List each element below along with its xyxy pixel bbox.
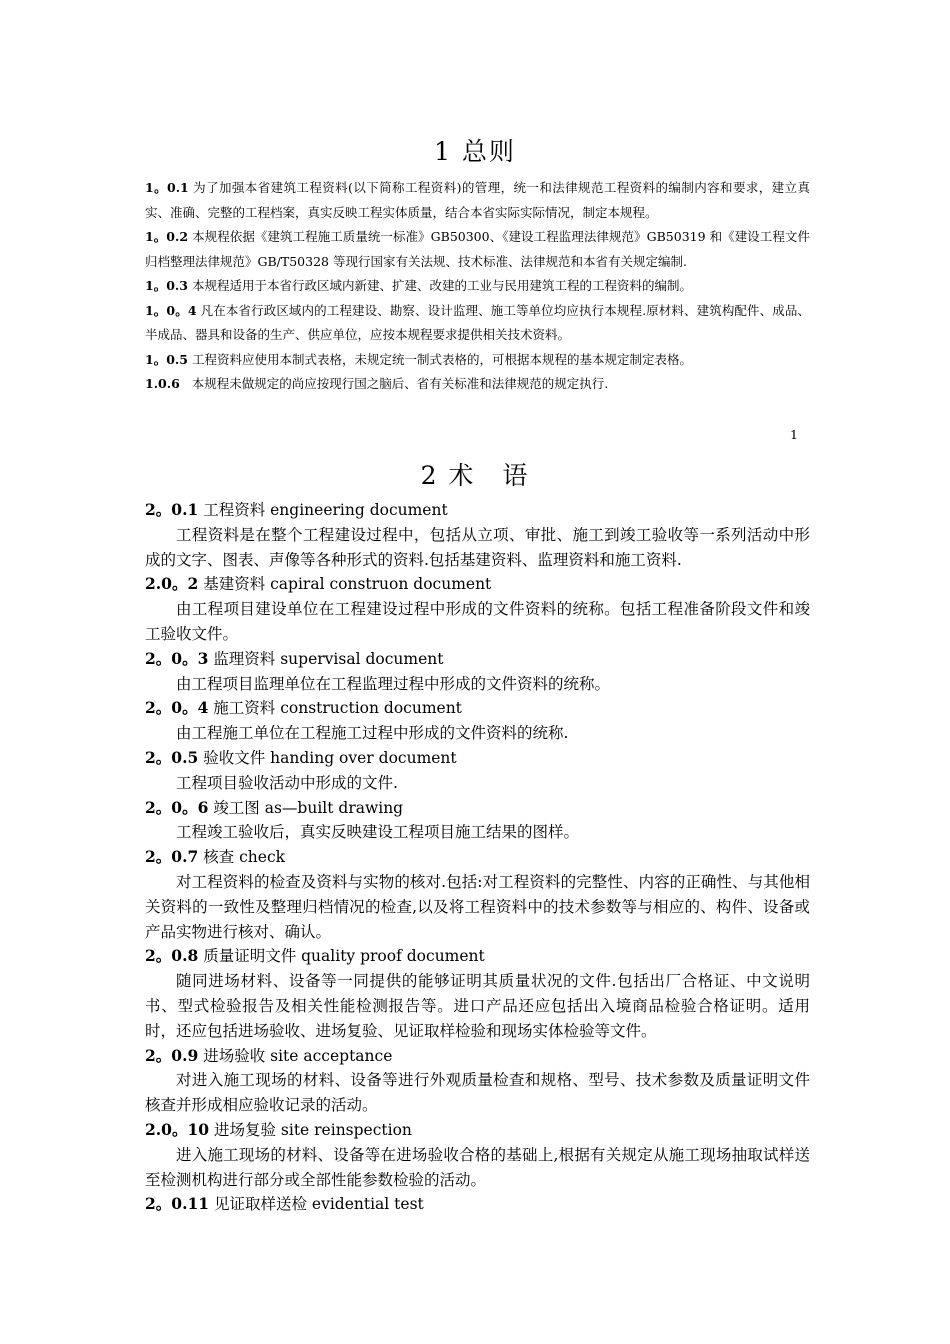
term-2-0-1 <box>145 498 810 523</box>
term-name: 工程资料 engineering document <box>203 501 448 519</box>
term-definition: 工程竣工验收后，真实反映建设工程项目施工结果的图样。 <box>176 823 580 842</box>
term-2-0-4 <box>145 696 810 721</box>
clause-1-0-5 <box>145 348 810 373</box>
term-number: 2.0。10 <box>145 1119 210 1139</box>
term-definition: 对工程资料的检查及资料与实物的核对.包括:对工程资料的完整性、内容的正确性、与其他相关资料的一致性及整理归档情况的检查,以及将工程资料中的技术参数等与相应的、构件、设备或产品实物进行核对、确认。 <box>145 872 810 941</box>
term-name: 验收文件 handing over document <box>203 748 457 767</box>
term-number: 2。0.11 <box>145 1194 210 1214</box>
term-number: 2。0.8 <box>145 946 199 966</box>
clause-text: 为了加强本省建筑工程资料(以下简称工程资料)的管理，统一和法律规范工程资料的编制内容和要求，建立真实、准确、完整的工程档案，真实反映工程实体质量，结合本省实际实际情况，制定本规程。 <box>145 180 810 220</box>
term-definition: 由工程施工单位在工程施工过程中形成的文件资料的统称. <box>176 724 569 743</box>
term-2-0-6 <box>145 796 810 821</box>
clause-number: 1。0.5 <box>145 351 188 367</box>
term-2-0-9 <box>145 1044 810 1069</box>
clause-text: 工程资料应使用本制式表格，未规定统一制式表格的，可根据本规程的基本规定制定表格。 <box>191 351 692 367</box>
section-2-title: 2 术 语 <box>420 461 530 490</box>
term-name: 监理资料 supervisal document <box>213 649 444 668</box>
term-name: 基建资料 capiral construon document <box>203 575 492 594</box>
term-number: 2.0。2 <box>145 574 199 594</box>
clause-number: 1.0.6 <box>145 376 180 391</box>
term-name: 质量证明文件 quality proof document <box>203 947 485 966</box>
term-name: 进场复验 site reinspection <box>213 1120 412 1139</box>
clause-number: 1。0.2 <box>145 229 189 244</box>
term-name: 进场验收 site acceptance <box>203 1046 393 1065</box>
term-2-0-5 <box>145 746 810 771</box>
term-number: 2。0.5 <box>145 747 199 767</box>
term-definition: 进入施工现场的材料、设备等在进场验收合格的基础上,根据有关规定从施工现场抽取试样送至检测机构进行部分或全部性能参数检验的活动。 <box>145 1145 810 1189</box>
clause-1-0-3 <box>145 274 810 299</box>
term-name: 核查 check <box>203 848 286 867</box>
term-2-0-3 <box>145 647 810 672</box>
term-name: 施工资料 construction document <box>213 699 462 718</box>
section-2-body <box>145 498 810 1217</box>
clause-text: 凡在本省行政区域内的工程建设、勘察、设计监理、施工等单位均应执行本规程.原材料、建筑构配件、成品、半成品、器具和设备的生产、供应单位，应按本规程要求提供相关技术资料。 <box>145 302 810 342</box>
term-name: 竣工图 as—built drawing <box>213 798 404 817</box>
term-number: 2。0.7 <box>145 847 199 867</box>
clause-number: 1。0。4 <box>145 302 197 318</box>
term-name: 见证取样送检 evidential test <box>213 1195 424 1214</box>
clause-number: 1。0.1 <box>145 180 189 195</box>
page-number: 1 <box>790 427 798 442</box>
clause-text: 本规程依据《建筑工程施工质量统一标准》GB50300、《建设工程监理法律规范》GB50319 和《建设工程文件归档整理法律规范》GB/T50328 等现行国家有关法规、技术标准、法律规范和本省有关规定编制. <box>145 229 810 269</box>
clause-1-0-2 <box>145 225 810 274</box>
clause-1-0-4 <box>145 299 810 348</box>
term-number: 2。0.1 <box>145 500 199 519</box>
section-1-body <box>145 176 810 397</box>
term-definition: 由工程项目监理单位在工程监理过程中形成的文件资料的统称。 <box>176 674 611 693</box>
term-number: 2。0。4 <box>145 698 209 718</box>
clause-1-0-6 <box>145 372 810 397</box>
term-definition: 随同进场材料、设备等一同提供的能够证明其质量状况的文件.包括出厂合格证、中文说明书、型式检验报告及相关性能检测报告等。进口产品还应包括出入境商品检验合格证明。适用时，还应包括进场验收、进场复验、见证取样检验和现场实体检验等文件。 <box>145 972 810 1040</box>
term-number: 2。0。6 <box>145 797 209 817</box>
term-definition: 对进入施工现场的材料、设备等进行外观质量检查和规格、型号、技术参数及质量证明文件核查并形成相应验收记录的活动。 <box>145 1071 810 1115</box>
term-2-0-8 <box>145 944 810 969</box>
section-1-title: 1 总则 <box>434 137 516 166</box>
term-number: 2。0.9 <box>145 1045 199 1065</box>
clause-text: 本规程适用于本省行政区域内新建、扩建、改建的工业与民用建筑工程的工程资料的编制。 <box>191 278 692 293</box>
term-definition: 工程资料是在整个工程建设过程中，包括从立项、审批、施工到竣工验收等一系列活动中形成的文字、图表、声像等各种形式的资料.包括基建资料、监理资料和施工资料. <box>145 525 810 569</box>
clause-number: 1。0.3 <box>145 278 188 293</box>
term-2-0-2 <box>145 572 810 597</box>
clause-1-0-1 <box>145 176 810 225</box>
clause-text: 本规程未做规定的尚应按现行国之脑后、省有关标准和法律规范的规定执行. <box>191 376 609 391</box>
term-2-0-7 <box>145 845 810 870</box>
term-definition: 工程项目验收活动中形成的文件. <box>176 773 398 792</box>
term-2-0-10 <box>145 1118 810 1143</box>
term-definition: 由工程项目建设单位在工程建设过程中形成的文件资料的统称。包括工程准备阶段文件和竣工验收文件。 <box>145 600 810 643</box>
term-2-0-11 <box>145 1192 810 1217</box>
term-number: 2。0。3 <box>145 648 209 668</box>
